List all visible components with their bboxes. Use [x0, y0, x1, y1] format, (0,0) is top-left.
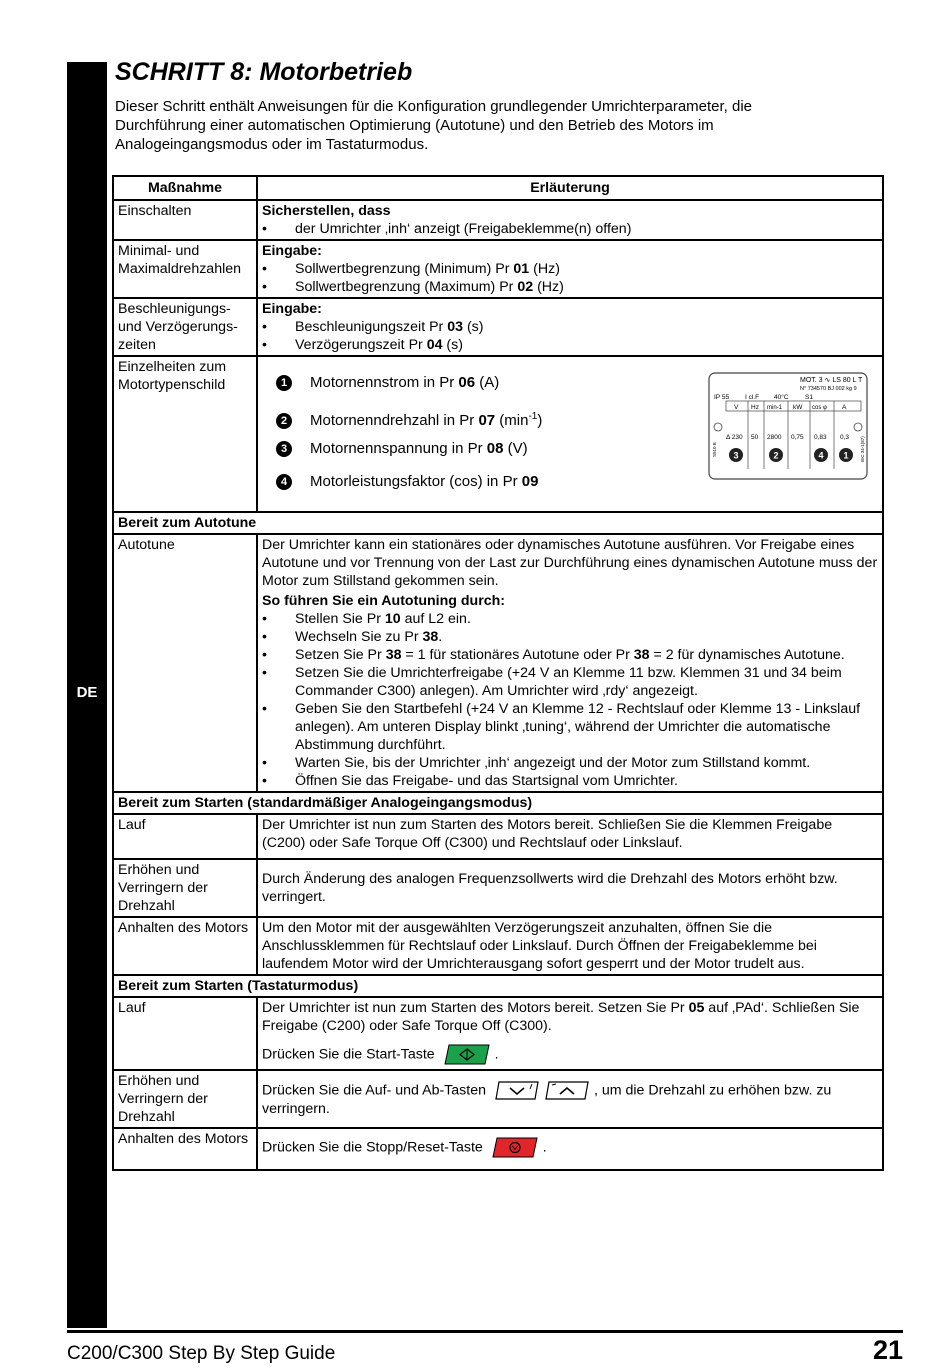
- row-label: Beschleunigungs- und Verzögerungs-zeiten: [113, 298, 257, 356]
- row-content: Drücken Sie die Auf- und Ab-Tasten , um die Drehzahl zu erhöhen bzw. zu verringern.: [257, 1070, 883, 1128]
- row-label: Einzelheiten zum Motortypenschild: [113, 356, 257, 512]
- section-header-row: [113, 792, 883, 814]
- svg-text:MOT. 3 ∿ LS 80 L T: MOT. 3 ∿ LS 80 L T: [800, 377, 863, 384]
- section-title: Bereit zum Starten (Tastaturmodus): [113, 975, 883, 997]
- row-heading: Sicherstellen, dass: [262, 203, 391, 219]
- page-title: SCHRITT 8: Motorbetrieb: [115, 58, 413, 86]
- row-content: Drücken Sie die Stopp/Reset-Taste .: [257, 1128, 883, 1170]
- svg-text:Δ 230: Δ 230: [726, 434, 743, 441]
- down-key-icon: [494, 1081, 540, 1100]
- footer-title: C200/C300 Step By Step Guide: [67, 1343, 336, 1364]
- list-item: • Geben Sie den Startbefehl (+24 V an Klemme 12 - Rechtslauf oder Klemme 13 - Linkslauf anlegen). Am unteren Display blinkt ‚tuning‘, während der Umrichter die automatische Abstimmung durchführt.: [262, 700, 878, 754]
- row-content: [257, 997, 883, 1070]
- row-label: Anhalten des Motors: [113, 917, 257, 975]
- list-item: • Wechseln Sie zu Pr 38.: [262, 628, 878, 646]
- procedure-table: [112, 175, 884, 1171]
- page-footer: [67, 1330, 903, 1365]
- list-item: • Sollwertbegrenzung (Minimum) Pr 01 (Hz): [262, 260, 878, 278]
- intro-paragraph: Dieser Schritt enthält Anweisungen für die Konfiguration grundlegender Umrichterparameter, die Durchführung einer automatischen Optimierung (Autotune) und den Betrieb des Motors im Analogeingangsmodus oder im Tastaturmodus.: [115, 98, 753, 153]
- row-label: Erhöhen und Verringern der Drehzahl: [113, 859, 257, 917]
- section-header-row: [113, 512, 883, 534]
- table-header-row: [113, 176, 883, 200]
- row-content: [257, 356, 883, 512]
- section-header-row: [113, 975, 883, 997]
- number-badge: 3: [276, 441, 292, 457]
- svg-text:0,75: 0,75: [791, 434, 804, 441]
- table-row: [113, 240, 883, 298]
- table-row: [113, 534, 883, 792]
- stop-reset-key-icon: [491, 1137, 539, 1158]
- table-row: [113, 917, 883, 975]
- list-item: • Stellen Sie Pr 10 auf L2 ein.: [262, 610, 878, 628]
- row-content: [257, 534, 883, 792]
- table-row: [113, 997, 883, 1070]
- svg-text:kW: kW: [793, 404, 803, 411]
- svg-text:3: 3: [733, 450, 739, 461]
- svg-text:cos φ: cos φ: [812, 405, 827, 411]
- nameplate-item: 2 Motornenndrehzahl in Pr 07 $(\min^{-1})$: [276, 408, 542, 430]
- row-paragraph: Der Umrichter kann ein stationäres oder dynamisches Autotune ausführen. Vor Freigabe eines Autotune und vor Trennung von der Last zur Durchführung eines dynamischen Autotune muss der Motor zum Stillstand gekommen sein.: [262, 537, 878, 589]
- start-key-icon: [443, 1044, 491, 1065]
- motor-nameplate-image: [708, 372, 868, 480]
- svg-text:IEC 34-1(87): IEC 34-1(87): [860, 436, 865, 462]
- svg-text:N° 734570 BJ 002 kg 9: N° 734570 BJ 002 kg 9: [800, 386, 857, 392]
- list-item: • Setzen Sie die Umrichterfreigabe (+24 V an Klemme 11 bzw. Klemmen 31 und 34 beim Commander C300) anlegen). Am Umrichter wird ‚rdy‘ angezeigt.: [262, 664, 878, 700]
- row-content: [257, 240, 883, 298]
- page-number: 21: [872, 1335, 903, 1365]
- svg-text:V: V: [734, 404, 739, 411]
- svg-text:Hz: Hz: [751, 404, 759, 411]
- row-content: [257, 200, 883, 240]
- svg-text:0,3: 0,3: [840, 434, 850, 441]
- list-item: • Verzögerungszeit Pr 04 (s): [262, 336, 878, 354]
- row-paragraph: Drücken Sie die Start-Taste .: [262, 1044, 878, 1065]
- number-badge: 1: [276, 375, 292, 391]
- svg-text:I cl.F: I cl.F: [745, 394, 760, 401]
- svg-text:2: 2: [773, 450, 779, 461]
- table-row: [113, 1070, 883, 1128]
- column-header-explanation: Erläuterung: [257, 176, 883, 200]
- svg-text:1: 1: [843, 450, 849, 461]
- row-label: Einschalten: [113, 200, 257, 240]
- svg-text:40°C: 40°C: [774, 394, 789, 401]
- language-sidebar: [67, 62, 107, 1328]
- row-heading: Eingabe:: [262, 301, 322, 317]
- number-badge: 4: [276, 474, 292, 490]
- svg-text:4: 4: [818, 450, 824, 461]
- svg-text:min-1: min-1: [767, 405, 783, 411]
- svg-text:A: A: [842, 404, 847, 411]
- row-label: Anhalten des Motors: [113, 1128, 257, 1170]
- list-item: • Beschleunigungszeit Pr 03 (s): [262, 318, 878, 336]
- section-title: Bereit zum Starten (standardmäßiger Analogeingangsmodus): [113, 792, 883, 814]
- svg-text:IP 55: IP 55: [714, 394, 730, 401]
- column-header-action: Maßnahme: [113, 176, 257, 200]
- row-content: [257, 298, 883, 356]
- svg-text:S910 B: S910 B: [712, 442, 717, 457]
- row-label: Lauf: [113, 814, 257, 859]
- section-title: Bereit zum Autotune: [113, 512, 883, 534]
- number-badge: 2: [276, 413, 292, 429]
- table-row: [113, 298, 883, 356]
- svg-text:2800: 2800: [767, 434, 782, 441]
- row-content: Durch Änderung des analogen Frequenzsollwerts wird die Drehzahl des Motors erhöht bzw. verringert.: [257, 859, 883, 917]
- list-item: • Öffnen Sie das Freigabe- und das Startsignal vom Umrichter.: [262, 772, 878, 790]
- list-item: • der Umrichter ‚inh‘ anzeigt (Freigabeklemme(n) offen): [262, 220, 878, 238]
- list-item: • Warten Sie, bis der Umrichter ‚inh‘ angezeigt und der Motor zum Stillstand kommt.: [262, 754, 878, 772]
- svg-text:50: 50: [751, 434, 759, 441]
- row-heading: So führen Sie ein Autotuning durch:: [262, 593, 506, 609]
- row-label: Erhöhen und Verringern der Drehzahl: [113, 1070, 257, 1128]
- row-paragraph: Der Umrichter ist nun zum Starten des Motors bereit. Setzen Sie Pr 05 auf ‚PAd‘. Schließen Sie Freigabe (C200) oder Safe Torque Off (C300).: [262, 1000, 860, 1034]
- row-content: Um den Motor mit der ausgewählten Verzögerungszeit anzuhalten, öffnen Sie die Anschlussklemmen für Rechtslauf oder Linkslauf. Durch Öffnen der Freigabeklemme bei laufendem Motor wird der Umrichterausgang sofort gesperrt und der Motor trudelt aus.: [257, 917, 883, 975]
- row-label: Minimal- und Maximaldrehzahlen: [113, 240, 257, 298]
- language-label: DE: [76, 684, 98, 701]
- table-row: [113, 859, 883, 917]
- svg-text:S1: S1: [805, 394, 813, 401]
- row-label: Lauf: [113, 997, 257, 1070]
- list-item: • Sollwertbegrenzung (Maximum) Pr 02 (Hz): [262, 278, 878, 296]
- table-row: [113, 356, 883, 512]
- row-content: Der Umrichter ist nun zum Starten des Motors bereit. Schließen Sie die Klemmen Freigabe (C200) oder Safe Torque Off (C300) und Rechtslauf oder Linkslauf.: [257, 814, 883, 859]
- table-row: [113, 814, 883, 859]
- table-row: [113, 1128, 883, 1170]
- nameplate-item: 3 Motornennspannung in Pr 08 (V): [276, 440, 528, 458]
- table-row: [113, 200, 883, 240]
- svg-text:0,83: 0,83: [814, 434, 827, 441]
- row-heading: Eingabe:: [262, 243, 322, 259]
- up-key-icon: [544, 1081, 590, 1100]
- nameplate-item: 4 Motorleistungsfaktor (cos) in Pr 09: [276, 473, 538, 491]
- row-label: Autotune: [113, 534, 257, 792]
- nameplate-section: [262, 358, 878, 510]
- list-item: • Setzen Sie Pr 38 = 1 für stationäres Autotune oder Pr 38 = 2 für dynamisches Autotune.: [262, 646, 878, 664]
- nameplate-item: 1 Motornennstrom in Pr 06 (A): [276, 374, 499, 392]
